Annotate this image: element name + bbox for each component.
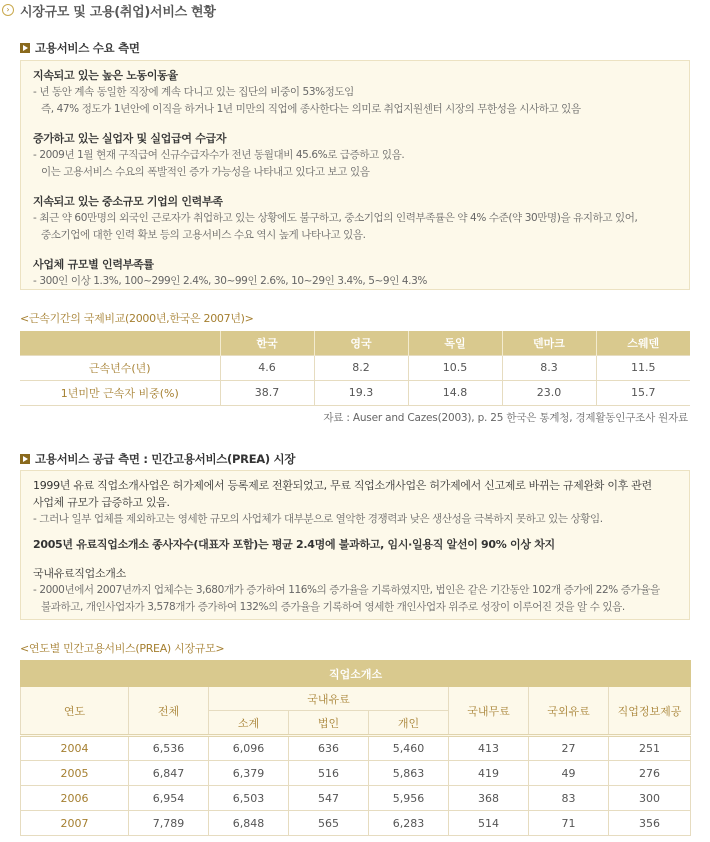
table-header-cell: 직업정보제공 — [609, 687, 691, 736]
table-row — [21, 736, 691, 761]
table-cell: 71 — [529, 811, 609, 836]
table-cell: 6,954 — [129, 786, 209, 811]
supply-highlight: 2005년 유료직업소개소 종사자수(대표자 포함)는 평균 2.4명에 불과하고, 임시·일용직 알선이 90% 이상 차지 — [33, 538, 555, 551]
row-label: 근속년수(년) — [20, 355, 220, 380]
table-cell: 5,956 — [369, 786, 449, 811]
demand-item-line: 즉, 47% 정도가 1년안에 이직을 하거나 1년 미만의 직업에 종사한다는 의미로 취업지원센터 시장의 무한성을 시사하고 있음 — [41, 103, 581, 115]
demand-item-line: - 년 동안 계속 동일한 직장에 계속 다니고 있는 집단의 비중이 53%정도임 — [33, 86, 354, 98]
year-cell: 2005 — [21, 761, 129, 786]
tenure-table-caption: <근속기간의 국제비교(2000년,한국은 2007년)> — [20, 312, 254, 325]
table-cell: 368 — [449, 786, 529, 811]
demand-item-title: 사업체 규모별 인력부족률 — [33, 258, 154, 271]
table-header-row — [20, 331, 690, 355]
demand-section-heading — [20, 40, 140, 56]
group-header: 직업소개소 — [21, 661, 691, 687]
table-cell: 413 — [449, 736, 529, 761]
table-header-cell: 연도 — [21, 687, 129, 736]
table-cell: 251 — [609, 736, 691, 761]
table-cell: 6,096 — [209, 736, 289, 761]
row-label: 1년미만 근속자 비중(%) — [20, 380, 220, 405]
demand-item-title: 증가하고 있는 실업자 및 실업급여 수급자 — [33, 132, 227, 145]
table-header-cell: 영국 — [314, 331, 408, 355]
table-cell: 276 — [609, 761, 691, 786]
table-row — [20, 380, 690, 405]
year-cell: 2007 — [21, 811, 129, 836]
page-title — [0, 0, 216, 20]
table-subheader-cell: 개인 — [369, 711, 449, 736]
table-cell: 516 — [289, 761, 369, 786]
demand-box — [20, 60, 690, 290]
demand-item-title: 지속되고 있는 중소규모 기업의 인력부족 — [33, 195, 223, 208]
year-cell: 2004 — [21, 736, 129, 761]
table-header-cell: 국내무료 — [449, 687, 529, 736]
table-cell: 8.3 — [502, 355, 596, 380]
table-subheader-cell: 소계 — [209, 711, 289, 736]
table-row — [21, 811, 691, 836]
table-header-cell: 한국 — [220, 331, 314, 355]
chevron-right-icon: › — [2, 4, 14, 16]
supply-section-heading — [20, 451, 295, 467]
table-header-cell: 덴마크 — [502, 331, 596, 355]
table-header-cell — [20, 331, 220, 355]
table-cell: 19.3 — [314, 380, 408, 405]
page-title-text: 시장규모 및 고용(취업)서비스 현황 — [20, 4, 216, 20]
table-cell: 7,789 — [129, 811, 209, 836]
tenure-table — [20, 331, 690, 406]
table-cell: 6,379 — [209, 761, 289, 786]
table-cell: 6,848 — [209, 811, 289, 836]
table-cell: 4.6 — [220, 355, 314, 380]
prea-table — [20, 660, 691, 836]
table-cell: 300 — [609, 786, 691, 811]
supply-line: 불과하고, 개인사업자가 3,578개가 증가하여 132%의 증가율을 기록하여 영세한 개인사업자 위주로 성장이 이루어진 것을 알 수 있음. — [41, 601, 625, 613]
supply-line: - 2000년에서 2007년까지 업체수는 3,680개가 증가하여 116%의 증가율을 기록하였지만, 법인은 같은 기간동안 102개 증가에 22% 증가율을 — [33, 584, 660, 596]
demand-item-line: 중소기업에 대한 인력 확보 등의 고용서비스 수요 역시 높게 나타나고 있음. — [41, 229, 366, 241]
table-header-cell: 스웨덴 — [596, 331, 690, 355]
supply-text: 사업체 규모가 급증하고 있음. — [33, 496, 170, 509]
table-cell: 636 — [289, 736, 369, 761]
table-cell: 356 — [609, 811, 691, 836]
year-cell: 2006 — [21, 786, 129, 811]
table-header-cell: 국내유료 — [209, 687, 449, 711]
table-cell: 11.5 — [596, 355, 690, 380]
supply-box — [20, 470, 690, 620]
table-cell: 49 — [529, 761, 609, 786]
demand-heading-text: 고용서비스 수요 측면 — [35, 41, 140, 55]
table-header-cell: 독일 — [408, 331, 502, 355]
table-header-cell: 전체 — [129, 687, 209, 736]
table-header-cell: 국외유료 — [529, 687, 609, 736]
table-cell: 5,863 — [369, 761, 449, 786]
table-cell: 547 — [289, 786, 369, 811]
table-cell: 27 — [529, 736, 609, 761]
table-cell: 23.0 — [502, 380, 596, 405]
table-cell: 10.5 — [408, 355, 502, 380]
table-row — [21, 761, 691, 786]
table-cell: 14.8 — [408, 380, 502, 405]
table-cell: 38.7 — [220, 380, 314, 405]
play-bullet-icon — [20, 43, 30, 53]
play-bullet-icon — [20, 454, 30, 464]
table-row — [20, 355, 690, 380]
table-cell: 6,847 — [129, 761, 209, 786]
table-cell: 514 — [449, 811, 529, 836]
demand-item-line: - 최근 약 60만명의 외국인 근로자가 취업하고 있는 상황에도 불구하고, 중소기업의 인력부족률은 약 4% 수준(약 30만명)을 유지하고 있어, — [33, 212, 638, 224]
supply-heading-text: 고용서비스 공급 측면 : 민간고용서비스(PREA) 시장 — [35, 452, 296, 466]
prea-table-caption: <연도별 민간고용서비스(PREA) 시장규모> — [20, 642, 225, 655]
demand-item-line: 이는 고용서비스 수요의 폭발적인 증가 가능성을 나타내고 있다고 보고 있음 — [41, 166, 370, 178]
source-note: 자료 : Auser and Cazes(2003), p. 25 한국은 통계청, 경제활동인구조사 원자료 — [323, 412, 688, 424]
table-cell: 565 — [289, 811, 369, 836]
table-subheader-cell: 법인 — [289, 711, 369, 736]
table-cell: 419 — [449, 761, 529, 786]
table-cell: 5,460 — [369, 736, 449, 761]
demand-item-title: 지속되고 있는 높은 노동이동율 — [33, 69, 178, 82]
supply-subtitle: 국내유료직업소개소 — [33, 567, 126, 580]
supply-note: - 그러나 일부 업체를 제외하고는 영세한 규모의 사업체가 대부분으로 열악한 경쟁력과 낮은 생산성을 극복하지 못하고 있는 상황임. — [33, 513, 603, 525]
table-cell: 8.2 — [314, 355, 408, 380]
supply-text: 1999년 유료 직업소개사업은 허가제에서 등록제로 전환되었고, 무료 직업소개사업은 허가제에서 신고제로 바뀌는 규제완화 이후 관련 — [33, 479, 652, 492]
table-cell: 15.7 — [596, 380, 690, 405]
table-cell: 83 — [529, 786, 609, 811]
table-cell: 6,283 — [369, 811, 449, 836]
demand-item-line: - 2009년 1월 현재 구직급여 신규수급자수가 전년 동월대비 45.6%로 급증하고 있음. — [33, 149, 405, 161]
demand-item-line: - 300인 이상 1.3%, 100~299인 2.4%, 30~99인 2.6%, 10~29인 3.4%, 5~9인 4.3% — [33, 275, 427, 287]
table-cell: 6,503 — [209, 786, 289, 811]
table-cell: 6,536 — [129, 736, 209, 761]
table-row — [21, 786, 691, 811]
